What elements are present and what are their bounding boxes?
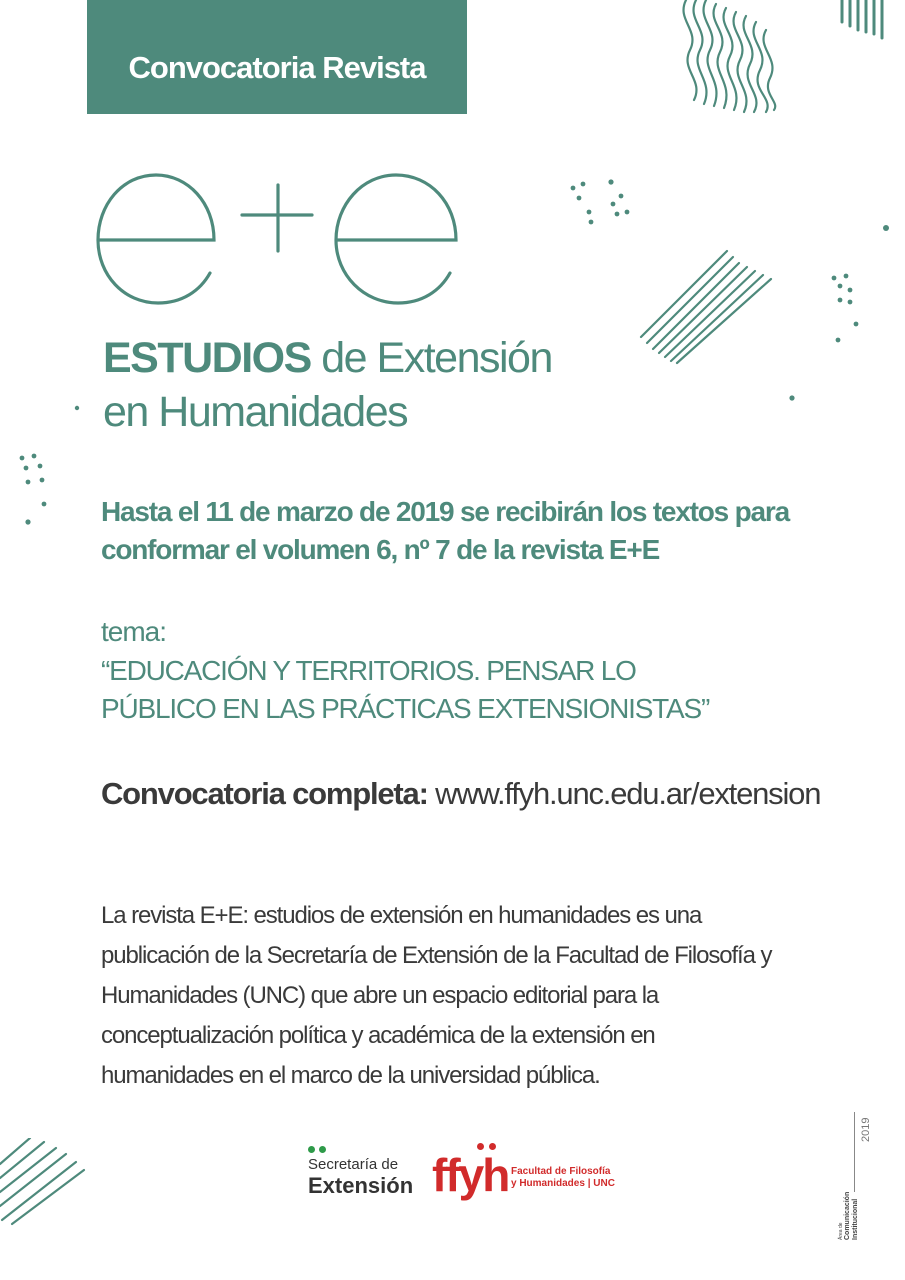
- credit-area: Área de: [838, 1222, 844, 1240]
- tema-label: tema:: [101, 616, 167, 647]
- deadline-line1: Hasta el 11 de marzo de 2019 se recibirán los textos para: [101, 496, 789, 527]
- wavy-lines-decoration: [670, 0, 790, 120]
- journal-title-line2: en Humanidades: [103, 388, 408, 436]
- dots-decoration-right: [826, 270, 866, 350]
- deadline-text: [101, 493, 801, 569]
- credit-divider: [854, 1112, 855, 1192]
- dot-decoration-mid: [786, 392, 798, 404]
- secretaria-extension-logo: [308, 1146, 413, 1199]
- diagonal-lines-bottom-decoration: [0, 1138, 92, 1230]
- secretaria-dots-icon: [308, 1146, 413, 1153]
- journal-title-bold: ESTUDIOS: [103, 334, 311, 382]
- header-label: Convocatoria Revista: [128, 50, 426, 85]
- dots-decoration-top: [565, 178, 635, 230]
- deadline-line2: conformar el volumen 6, nº 7 de la revista E+E: [101, 534, 660, 565]
- convocatoria-url[interactable]: www.ffyh.unc.edu.ar/extension: [427, 776, 821, 811]
- credit-year: 2019: [860, 1117, 872, 1142]
- dots-decoration-left: [14, 452, 54, 532]
- ffyh-name: [511, 1166, 615, 1190]
- journal-title-rest: de Extensión: [310, 334, 552, 382]
- dot-decoration-title: [72, 403, 82, 413]
- secretaria-line1: Secretaría de: [308, 1156, 399, 1173]
- convocatoria-label: Convocatoria completa:: [101, 776, 428, 811]
- credit-line2: Institucional: [852, 1198, 859, 1240]
- description-text: La revista E+E: estudios de extensión en humanidades es una publicación de la Secretaría de Extensión de la Facultad de Filosofía y Humanidades (UNC) que abre un espacio editorial para la conceptualización política y académica de la extensión en humanidades en el marco de la universidad pública.: [101, 902, 772, 1089]
- comunicacion-institucional-credit: [838, 1112, 878, 1242]
- header-band: [87, 0, 467, 114]
- secretaria-line2: Extensión: [308, 1173, 414, 1198]
- vertical-bars-decoration: [838, 0, 890, 42]
- ffyh-name-line1: Facultad de Filosofía: [511, 1166, 611, 1177]
- credit-line1: Comunicación: [844, 1191, 851, 1240]
- diagonal-lines-decoration: [635, 243, 780, 368]
- ffyh-name-line2: y Humanidades | UNC: [511, 1178, 615, 1189]
- dot-decoration-right: [880, 222, 892, 234]
- ffyh-logo-mark: ffyh: [432, 1149, 509, 1201]
- convocatoria-completa: [101, 776, 820, 812]
- tema-text: “EDUCACIÓN Y TERRITORIOS. PENSAR LO PÚBLICO EN LAS PRÁCTICAS EXTENSIONISTAS”: [101, 655, 710, 724]
- journal-title: [103, 334, 552, 383]
- e-plus-e-logo-mark: [92, 165, 462, 310]
